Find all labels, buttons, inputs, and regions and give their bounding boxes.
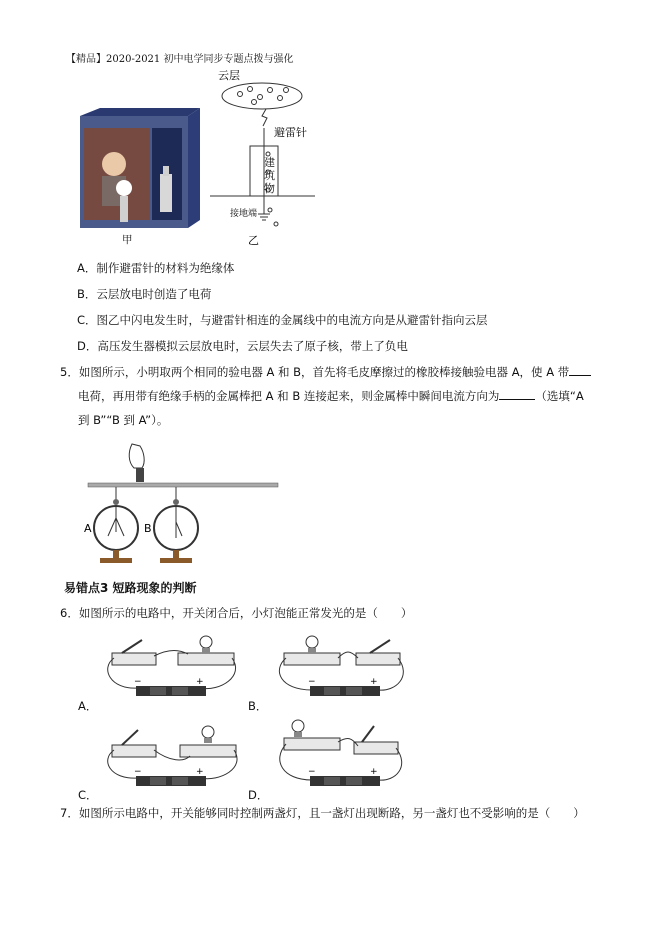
figure-yi-label: 乙 [248,234,259,247]
question-5 [60,360,600,432]
q6-option-d[interactable]: D． [248,788,269,802]
battery-plus: + [196,767,204,777]
q5-line3: 到 B”“B 到 A”）。 [78,413,169,427]
q6-option-b[interactable]: B． [248,699,268,713]
battery-minus: − [308,677,316,687]
question-6: 6．如图所示的电路中，开关闭合后，小灯泡能正常发光的是（ ） [60,606,413,620]
page-header: 【精品】2020-2021 初中电学同步专题点拨与强化 [66,54,294,65]
battery-plus: + [196,677,204,687]
q5-line2: 电荷，再用带有绝缘手柄的金属棒把 A 和 B 连接起来，则金属棒中瞬间电流方向为 [78,389,500,403]
electroscope-b-label: B [144,522,152,535]
q5-line2-tail: （选填“A [535,389,584,403]
rod-label: 避雷针 [274,126,307,139]
battery-minus: − [134,677,142,687]
figure-jia-photo [80,108,200,228]
circuit-b [270,628,410,708]
battery-plus: + [370,677,378,687]
cloud-label: 云层 [218,69,240,82]
ground-label: 接地端 [230,209,258,219]
circuit-d [270,716,410,800]
battery-plus: + [370,767,378,777]
section-title: 易错点3 短路现象的判断 [64,581,197,595]
q5-blank-2 [499,387,535,400]
battery-minus: − [308,767,316,777]
circuit-c [100,720,240,800]
q6-option-a[interactable]: A． [78,699,98,713]
q5-blank-1 [569,363,591,376]
q4-option-c: C．图乙中闪电发生时，与避雷针相连的金属线中的电流方向是从避雷针指向云层 [77,313,488,327]
question-7: 7．如图所示电路中，开关能够同时控制两盏灯，且一盏灯出现断路，另一盏灯也不受影响的是（ ） [60,806,585,820]
q6-option-c[interactable]: C． [78,788,98,802]
battery-minus: − [134,767,142,777]
electroscope-a-label: A [84,522,92,535]
electroscope-figure [84,438,284,570]
building-label: 建筑物 [264,156,275,195]
q5-line1: 5．如图所示，小明取两个相同的验电器 A 和 B，首先将毛皮摩擦过的橡胶棒接触验电器 A，使 A 带 [60,365,570,379]
q4-option-a: A．制作避雷针的材料为绝缘体 [77,261,235,275]
figure-jia-label: 甲 [122,234,133,246]
circuit-a [100,628,240,708]
q4-option-d: D．高压发生器模拟云层放电时，云层失去了原子核，带上了负电 [77,339,408,353]
q4-option-b: B．云层放电时创造了电荷 [77,287,212,301]
